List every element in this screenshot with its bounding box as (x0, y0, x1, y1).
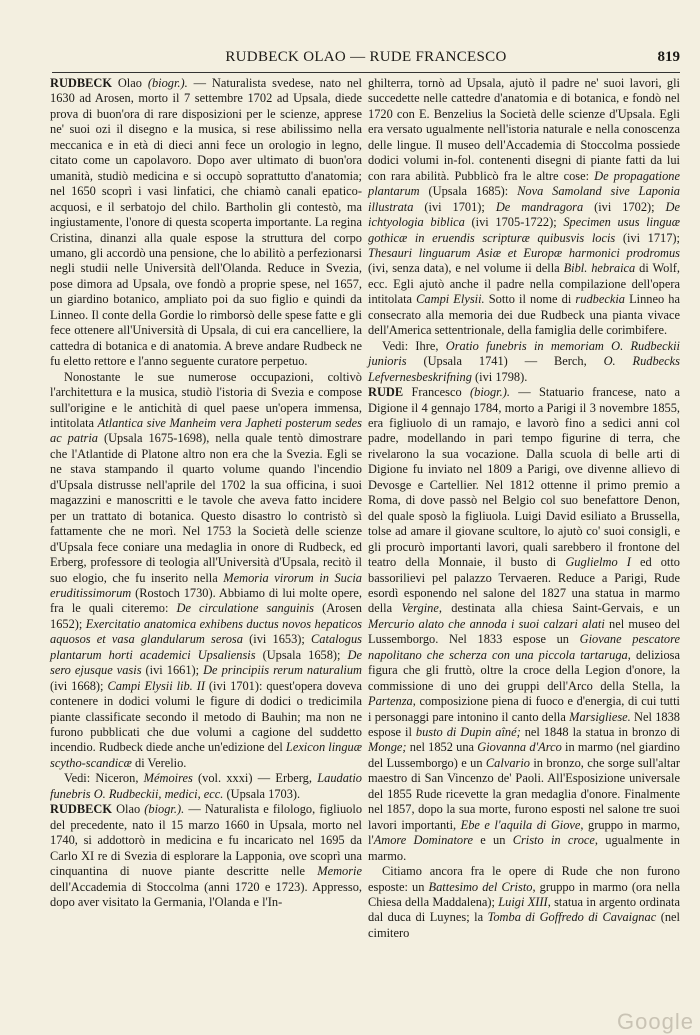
text-run: (nel cimitero (368, 910, 680, 940)
work-title: Exercitatio anatomica exhibens ductus novos hepaticos aquosos et vasa glandularum serosa (50, 616, 362, 647)
work-title: Cristo in croce (512, 833, 595, 848)
header-title: RUDBECK OLAO — RUDE FRANCESCO (225, 49, 507, 65)
entry-text: — Naturalista e filologo, figliuolo del precedente, nato il 15 marzo 1660 in Upsala, morto nel 1740, si addottorò in medicina e fu incaricato nel 1695 da Carlo XI re di Svezia di esplorare la Lapponia, ove scoprì una cinquantina di nuove piante descritte nelle (50, 802, 363, 879)
entry-paragraph (368, 864, 680, 941)
work-title: Tomba di Goffredo di Cavaignac (487, 910, 657, 925)
text-run: Nel 1838 espose il (368, 709, 680, 740)
text-run: , composizione piena di fuoco e d'energia, di cui tutti i personaggi pare intonino il canto della (368, 694, 680, 724)
references-paragraph (368, 339, 680, 385)
entry-rudbeck-olao-junior (50, 802, 362, 910)
work-title: Campi Elysii. (416, 292, 485, 307)
work-title: Catalogus plantarum horti academici Upsaliensis (50, 632, 362, 662)
text-run: nel 1848 la statua in bronzo di (520, 725, 680, 740)
text-run: , gruppo in marmo (ora nella Chiesa della Maddalena); (368, 879, 680, 910)
text-run: ghilterra, tornò ad Upsala, ajutò il padre ne' suoi lavori, gli succedette nelle cattedre d'anatomia e di botanica, e fondò nel 1720 con E. Benzelius la Società delle scienze d'Upsala. Egli era versato ugualmente nell'istoria naturale e nella conoscenza delle lingue. Il museo dell'Accademia di Stoccolma possiede dodici volumi in-fol. contenenti disegni di piante fatti da lui con rara abilità. Pubblicò fra le altre cose: (368, 76, 680, 183)
text-run: (ivi 1798). (471, 369, 528, 384)
entry-text: — Naturalista svedese, nato nel 1630 ad Arosen, morto il 7 settembre 1702 ad Upsala, diede prova di buon'ora di rare disposizioni per le scienze, apprese ne' suoi ozi il disegno e la musica, si rese abilissimo nella meccanica e in età di dieci anni fece un orologio in legno, citato come un capolavoro. Dopo aver ultimato di buon'ora umanità, studiò medicina e si occupò soprattutto d'anatomia; nel 1650 scoprì i vasi linfatici, che chiamò canali epatico-acquosi, e il serbatojo del chilo. Bartholin gli contestò, ma ingiustamente, l'onore di questa scoperta importante. La regina Cristina, dinanzi alla quale espose la struttura del corpo umano, gli accordò una pensione, che lo abilitò a perfezionarsi negli studii nelle Università dell'Olanda. Reduce in Svezia, pose dimora ad Upsala, ove fondò a proprie spese, nel 1657, un giardino botanico, ampliato poi da suo figlio e quindi da Linneo. Il conte della Gordie lo rimborsò delle spese fatte e gli fece ottenere all'Università di Upsala, di cui era cancelliere, la cattedra di botanica e di anatomia. A breve andare Rudbeck ne fu eletto rettore e l'anno seguente curatore perpetuo. (50, 76, 362, 369)
text-run: Linneo ha consecrato alla memoria dei due Rudbeck una pianta vivace dell'America settentrionale, della famiglia delle corimbifere. (368, 292, 680, 338)
work-title: Monge; (368, 740, 407, 755)
text-run: (vol. xxxi) — Erberg, (192, 771, 318, 786)
text-run: di Wolf, ecc. Egli ajutò anche il padre nella compilazione dell'opera intitolata (368, 261, 681, 307)
work-title: Bibl. hebraica (563, 261, 636, 276)
text-run: (ivi 1717); (615, 230, 680, 245)
entry-category: (biogr.). (147, 76, 188, 90)
entry-paragraph (50, 370, 362, 772)
entry-headword: RUDBECK (50, 76, 112, 90)
work-title: Ebe e l'aquila di Giove (460, 817, 581, 832)
work-title: O. Rudbecks Lefvernesbeskrifning (368, 354, 680, 384)
work-title: De mandragora (495, 199, 584, 214)
entry-rudbeck-olao-senior (50, 76, 362, 370)
text-run: (Upsala 1741) — Berch, (406, 354, 604, 369)
text-run: nel 1852 una (406, 740, 478, 755)
text-run: nel museo del Lussemborgo. Nel 1833 espose un (368, 616, 681, 647)
text-run: ed otto bassorilievi pel palazzo Tervaeren. Reduce a Parigi, Rude esordì esponendo nel salone del 1827 una statua in marmo della (368, 555, 681, 616)
work-title: Memoria virorum in Sucia eruditissimorum (50, 570, 362, 600)
text-run: Citiamo ancora fra le opere di Rude che non furono esposte: un (368, 864, 680, 894)
work-title: Oratio funebris in memoriam O. Rudbeckii junioris (368, 338, 680, 369)
entry-name: Francesco (403, 385, 471, 400)
text-run: (ivi 1705-1722); (464, 215, 564, 230)
entry-category: (biogr.). (470, 385, 510, 400)
work-title: busto di Dupin aîné; (415, 725, 521, 740)
work-title: Vergine (401, 601, 439, 616)
work-title: Giovanna d'Arco (477, 740, 562, 755)
text-run: (Rostoch 1730). Abbiamo di lui molte opere, fra le quali citeremo: (50, 585, 362, 616)
text-run: in marmo (nel giardino del Lussemborgo) e un (368, 740, 680, 770)
text-run: Vedi: Niceron, (64, 771, 144, 786)
text-run: (Upsala 1685): (419, 184, 518, 199)
work-title: Nova Samoland sive Laponia illustrata (368, 184, 680, 214)
work-title: Lexicon linguæ scytho-scandicæ (50, 740, 362, 770)
text-run: dell'Accademia di Stoccolma (anni 1720 e 1723). Appresso, dopo aver visitato la Germania, l'Olanda e l'In- (50, 879, 362, 910)
text-run: , ugualmente in marmo. (368, 833, 681, 863)
text-run: , gruppo in marmo, l' (368, 817, 680, 848)
left-column (50, 76, 362, 910)
text-run: , deliziosa figura che gli fruttò, oltre la croce della Legion d'onore, la commissione di uno dei gruppi dell'Arco della Stella, la (368, 647, 680, 693)
text-run: in bronzo, che sorge sull'altar maestro di San Vincenzo de' Paoli. All'Esposizione universale del 1855 Rude ricevette la gran medaglia d'onore. Finalmente nel 1857, dopo la sua morte, furono esposti nel salone tre suoi lavori importanti, (368, 755, 680, 832)
text-run: (Upsala 1703). (223, 786, 301, 801)
text-run: Sotto il nome di (484, 292, 576, 307)
work-title: De sero ejusque vasis (50, 647, 362, 678)
work-title: De ichtyologia biblica (368, 199, 680, 230)
work-title: Campi Elysii lib. II (107, 678, 205, 693)
text-run: (Upsala 1675-1698), nella quale tentò dimostrare che l'Atlantide di Platone altro non era che la Svezia. Egli se ne stava stampando il quarto volume quando l'incendio d'Upsala distrusse nell'aprile del 1702 la sua officina, i suoi magazzini e manoscritti e le tavole che aveva fatto incidere per un trattato di botanica. Questo disastro lo contristò sì fattamente che ne morì. Nel 1753 la Società delle scienze d'Upsala fece coniare una medaglia in onore di Rudbeck, ed Erberg, professore di teologia all'Università d'Upsala, recitò il suo elogio, che fu inserito nella (50, 431, 362, 585)
text-run: (ivi 1702); (583, 199, 666, 214)
work-title: Amore Dominatore (373, 833, 473, 848)
entry-name: Olao (111, 802, 145, 817)
work-title: Guglielmo I (565, 555, 631, 570)
work-title: Luigi XIII (498, 895, 548, 910)
page-number: 819 (657, 49, 680, 65)
work-title: Laudatio funebris O. Rudbeckii, medici, ecc. (50, 771, 362, 801)
text-run: , statua in argento ordinata dal duca di Luynes; la (368, 895, 680, 925)
text-run: (ivi 1701); (413, 199, 496, 214)
work-title: Thesauri linguarum Asiæ et Europæ harmonici prodromus (368, 245, 680, 260)
work-title: Mémoires (143, 771, 193, 786)
text-run: (Upsala 1658); (255, 647, 348, 662)
work-title: rudbeckia (575, 292, 625, 307)
entry-rude-francesco (368, 385, 680, 864)
entry-continuation (368, 76, 680, 339)
text-run: (ivi 1701): quest'opera doveva contenere in dodici volumi le figure di dodici o tredicimila piante classificate secondo il metodo di Bauhin; ma non ne furono pubblicati che due volumi a cagione del suddetto incendio. Rudbeck diede anche un'edizione del (50, 678, 362, 755)
work-title: De principiis rerum naturalium (203, 663, 362, 678)
work-title: De propagatione plantarum (368, 168, 680, 199)
text-run: (ivi 1668); (50, 678, 108, 693)
work-title: De circulatione sanguinis (176, 601, 315, 616)
text-run: (ivi 1661); (141, 663, 204, 678)
work-title: Atlantica sive Manheim vera Japheti posterum sedes ac patria (50, 415, 362, 446)
text-run: , destinata alla chiesa Saint-Gervais, e un (438, 601, 680, 616)
entry-category: (biogr.). (144, 802, 185, 817)
text-run: Vedi: Ihre, (382, 338, 446, 353)
text-run: di Verelio. (131, 755, 187, 770)
work-title: Battesimo del Cristo (428, 879, 533, 894)
work-title: Giovane pescatore napolitano che scherza con una piccola tartaruga (368, 632, 680, 662)
entry-headword: RUDBECK (50, 802, 112, 817)
text-run: (ivi 1653); (242, 632, 312, 647)
text-run: (ivi, senza data), e nel volume ii della (368, 261, 564, 276)
entry-text: — Statuario francese, nato a Digione il 4 gennajo 1784, morto a Parigi il 3 novembre 1855, era figliuolo di un ramajo, e lavorò fino a sedici anni col padre, modellando in pari tempo figurine di terra, che rivelarono la sua vocazione. Dalla scuola di belle arti di Digione fu inviato nel 1809 a Parigi, ove divenne allievo di Devosge e Cartellier. Nel 1812 ottenne il primo premio a Roma, di dove passò nel Belgio col suo benefattore Denon, del quale sposò la figliuola. Luigi David esiliato a Brussella, tolse ad amare il giovane scultore, lo ajutò co' suoi consigli, e gli procurò importanti lavori, quali sarebbero il frontone del teatro della Monnaie, il busto di (368, 385, 680, 570)
references-paragraph (50, 771, 362, 802)
work-title: Memorie (317, 864, 362, 879)
right-column (368, 76, 680, 941)
work-title: Specimen usus linguæ gothicæ in eruendis scripturæ quibusvis locis (368, 215, 680, 245)
digitizer-watermark: Google (617, 1009, 694, 1034)
text-run: e un (472, 833, 513, 848)
work-title: Calvario (485, 755, 530, 770)
entry-headword: RUDE (368, 385, 404, 400)
work-title: Marsigliese. (569, 709, 631, 724)
entry-name: Olao (111, 76, 148, 90)
text-run: (Arosen 1652); (50, 601, 362, 631)
work-title: Mercurio alato che annoda i suoi calzari alati (368, 616, 605, 631)
work-title: Partenza (368, 694, 413, 709)
text-run: Nonostante le sue numerose occupazioni, coltivò l'architettura e la musica, studiò l'istoria di Svezia e compose sull'origine e le antichità di quel paese un'opera immensa, intitolata (50, 369, 362, 430)
running-header (52, 48, 680, 73)
